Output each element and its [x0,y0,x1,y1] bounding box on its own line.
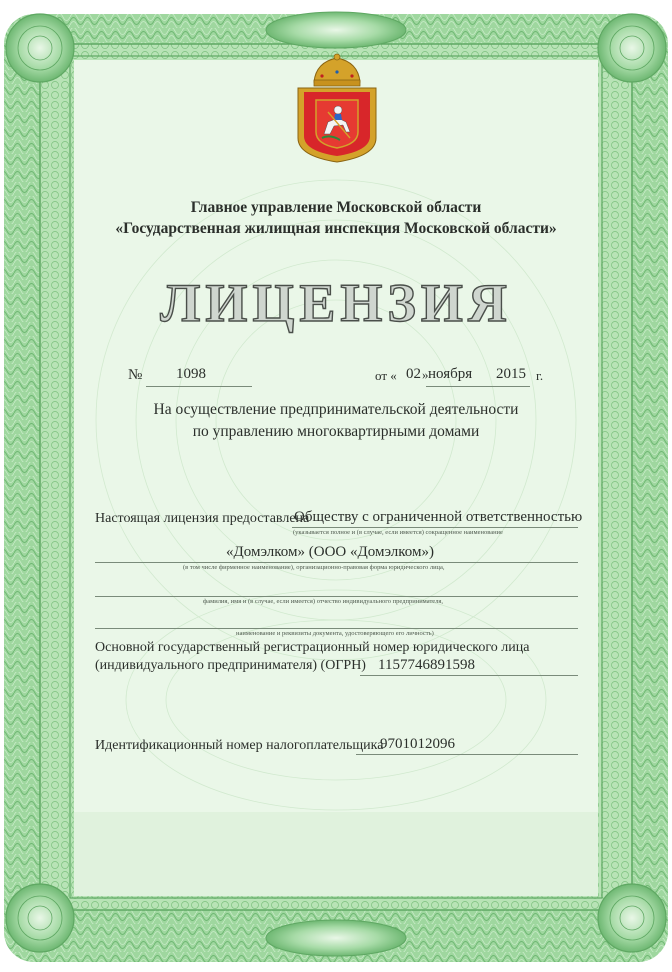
document-title: ЛИЦЕНЗИЯ [160,273,512,333]
authority-name-line-1: Главное управление Московской области [190,199,482,216]
authority-name-line-2: «Государственная жилищная инспекция Московской области» [115,220,557,237]
licensee-caption-1: (указывается полное и (в случае, если имеется) сокращенное наименование [293,529,503,536]
ogrn-value: 1157746891598 [378,657,475,673]
licensee-underline-4 [95,628,578,629]
licensee-caption-2: (в том числе фирменное наименование), организационно-правовая форма юридического лица, [183,564,445,571]
licensee-underline-2 [95,562,578,563]
ogrn-label-line-2: (индивидуального предпринимателя) (ОГРН) [95,658,366,673]
licensee-underline-1 [292,527,578,528]
date-prefix: от « [375,368,397,383]
number-underline [146,386,252,387]
date-day: 02 [406,366,421,382]
corner-rosette-icon [598,884,666,952]
license-number: 1098 [176,366,206,382]
licensee-name-line-1: Обществу с ограниченной ответственностью [294,509,583,525]
date-day-close: » [422,367,429,382]
date-month: ноября [428,366,473,382]
licensee-caption-4: наименование и реквизиты документа, удостоверяющего его личность) [236,630,434,637]
date-year: 2015 [496,366,526,382]
inn-value: 9701012096 [380,736,455,752]
corner-rosette-icon [598,14,666,82]
moscow-oblast-coat-of-arms-icon [294,52,380,164]
licensee-underline-3 [95,596,578,597]
activity-line-1: На осуществление предпринимательской деятельности [153,401,519,418]
licensee-label: Настоящая лицензия предоставлена [95,511,310,526]
corner-rosette-icon [6,884,74,952]
licensee-name-line-2: «Домэлком» (ООО «Домэлком») [226,544,435,560]
ogrn-underline [360,675,578,676]
activity-line-2: по управлению многоквартирными домами [192,423,480,440]
corner-rosette-icon [6,14,74,82]
licensee-caption-3: фамилия, имя и (в случае, если имеется) отчество индивидуального предпринимателя, [203,598,444,605]
date-underline [426,386,530,387]
number-label: № [128,367,143,383]
inn-underline [356,754,578,755]
date-year-suffix: г. [536,368,544,383]
inn-label: Идентификационный номер налогоплательщика [95,738,384,753]
ogrn-label-line-1: Основной государственный регистрационный номер юридического лица [95,640,530,655]
